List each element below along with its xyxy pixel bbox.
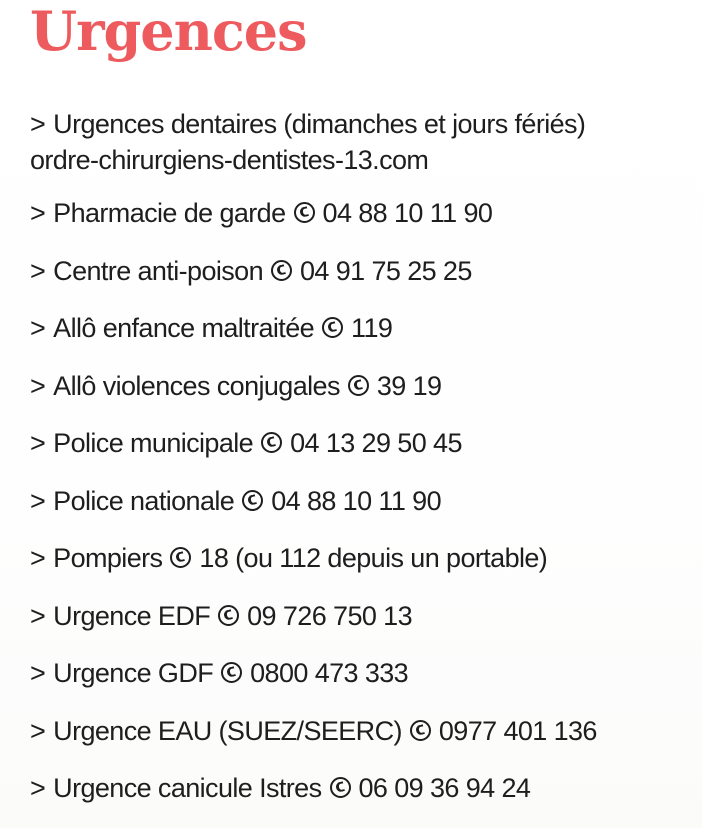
entry-label: Police municipale [53,428,254,458]
list-item-domestic-violence [30,368,690,404]
list-item-pharmacy [30,195,690,231]
entry-phone-number[interactable]: 119 [351,313,393,343]
entry-label: Pompiers [53,543,163,573]
entry-phone-number[interactable]: 0977 401 136 [438,715,597,746]
emergency-list [30,106,690,828]
phone-icon [170,547,191,568]
entry-label: Urgence EAU (SUEZ/SEERC) [53,715,402,746]
list-item-heatwave [30,770,690,806]
phone-icon [261,432,282,453]
entry-prefix: > [30,313,46,343]
list-item-water [30,713,690,749]
page-title: Urgences [30,0,307,63]
entry-phone-number[interactable]: 04 88 10 11 90 [322,198,493,228]
phone-icon [330,777,351,798]
phone-icon [294,202,315,223]
entry-prefix: > [30,485,46,516]
entry-phone-number[interactable]: 39 19 [376,370,442,401]
list-item-dentist [30,106,690,178]
phone-icon [221,662,242,683]
entry-prefix: > [30,255,46,286]
entry-phone-number[interactable]: 06 09 36 94 24 [358,773,531,803]
list-item-national-police [30,483,690,519]
entry-label: Allô enfance maltraitée [53,313,315,343]
entry-label-line [30,106,690,142]
entry-prefix: > [30,109,46,139]
entry-prefix: > [30,428,46,458]
entry-phone-number[interactable]: 0800 473 333 [250,658,409,688]
entry-prefix: > [30,198,46,228]
entry-label: Centre anti-poison [53,255,263,286]
entry-prefix: > [30,370,46,401]
phone-icon [242,490,263,511]
entry-prefix: > [30,658,46,688]
entry-label: Urgences dentaires (dimanches et jours fériés) [53,109,586,139]
entry-phone-number[interactable]: 18 (ou 112 depuis un portable) [199,543,548,573]
entry-phone-number[interactable]: 04 13 29 50 45 [290,428,462,458]
list-item-child-abuse [30,310,690,346]
phone-icon [218,605,239,626]
entry-phone-number[interactable]: 04 91 75 25 25 [300,255,472,286]
entry-phone-number[interactable]: 09 726 750 13 [247,600,413,631]
list-item-poison-center [30,253,690,289]
entry-website-link[interactable]: ordre-chirurgiens-dentistes-13.com [30,145,429,175]
entry-prefix: > [30,543,46,573]
entry-label: Pharmacie de garde [53,198,286,228]
entry-label: Police nationale [53,485,235,516]
list-item-gdf [30,655,690,691]
entry-prefix: > [30,715,46,746]
list-item-municipal-police [30,425,690,461]
entry-label: Urgence GDF [53,658,214,688]
phone-icon [322,317,343,338]
entry-label: Allô violences conjugales [53,370,340,401]
phone-icon [410,720,431,741]
list-item-edf [30,598,690,634]
entry-label: Urgence EDF [53,600,211,631]
phone-icon [271,260,292,281]
entry-label: Urgence canicule Istres [53,773,322,803]
entry-phone-number[interactable]: 04 88 10 11 90 [271,485,441,516]
entry-prefix: > [30,773,46,803]
entry-prefix: > [30,600,46,631]
phone-icon [348,375,369,396]
list-item-firefighters [30,540,690,576]
